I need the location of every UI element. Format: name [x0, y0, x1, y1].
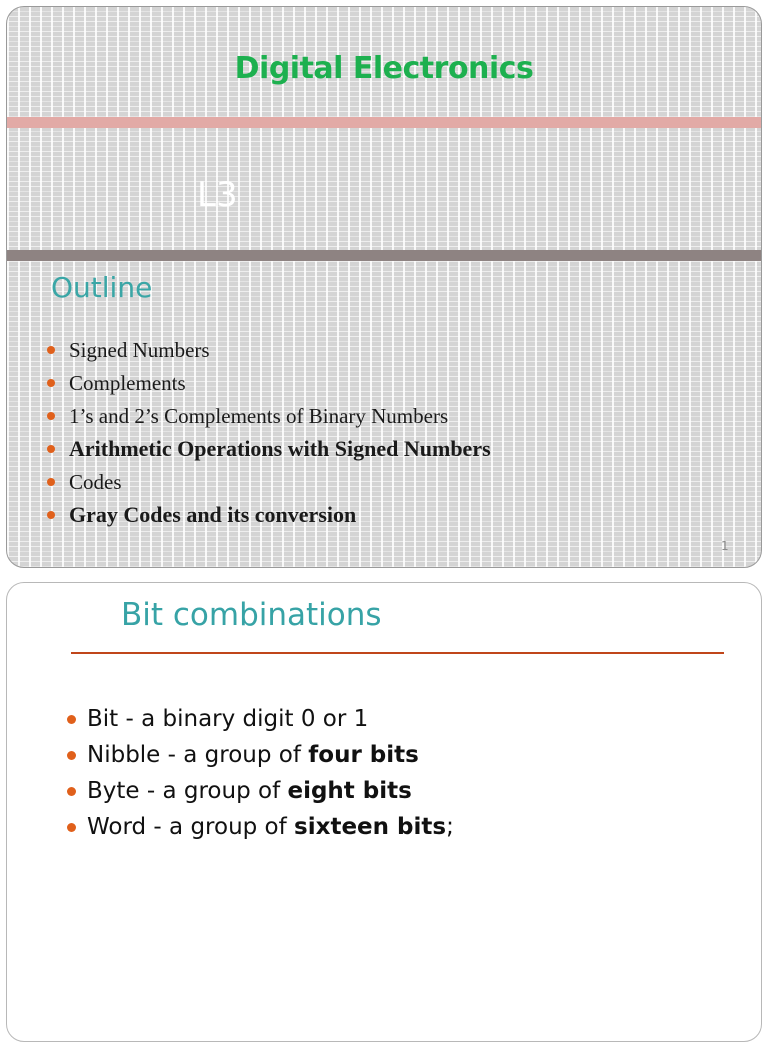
bullet-icon: [47, 511, 55, 519]
list-item: [67, 809, 454, 845]
bullet-icon: [67, 823, 76, 832]
list-item-text: Complements: [69, 370, 186, 395]
list-item-text: 1’s and 2’s Complements of Binary Numbers: [69, 403, 449, 428]
item-text: Word - a group of: [87, 814, 295, 840]
list-item: [67, 701, 454, 737]
item-emphasis: four bits: [308, 742, 419, 768]
item-text: Byte - a group of: [87, 778, 288, 804]
slide-1: [6, 6, 762, 568]
list-item: [47, 432, 491, 465]
bullet-icon: [67, 751, 76, 760]
item-text: Nibble - a group of: [87, 742, 309, 768]
slide-subtitle: L3: [197, 175, 238, 215]
outline-list: [47, 333, 491, 531]
list-item: [47, 366, 491, 399]
bullet-icon: [47, 445, 55, 453]
subtitle-band: [7, 250, 761, 261]
title-band: [7, 117, 761, 128]
slide-2: [6, 582, 762, 1042]
bullet-icon: [47, 346, 55, 354]
list-item: [47, 498, 491, 531]
item-emphasis: sixteen bits: [294, 814, 447, 840]
list-item: [67, 773, 454, 809]
item-emphasis: eight bits: [287, 778, 412, 804]
bullet-icon: [47, 412, 55, 420]
bullet-icon: [67, 715, 76, 724]
slide-title: Digital Electronics: [234, 51, 534, 86]
definition-list: [67, 701, 454, 845]
bullet-icon: [47, 478, 55, 486]
bullet-icon: [47, 379, 55, 387]
list-item-text: Codes: [69, 469, 122, 494]
list-item: [47, 333, 491, 366]
title-rule: [71, 652, 724, 654]
list-item: [47, 465, 491, 498]
list-item: [47, 399, 491, 432]
slide-title: Bit combinations: [121, 597, 382, 633]
bullet-icon: [67, 787, 76, 796]
page-number: 1: [721, 539, 729, 553]
list-item-text: Gray Codes and its conversion: [69, 501, 357, 527]
list-item-text: Arithmetic Operations with Signed Numbers: [69, 435, 491, 461]
outline-heading: Outline: [51, 271, 153, 304]
item-text: Bit - a binary digit 0 or 1: [87, 706, 369, 732]
list-item: [67, 737, 454, 773]
item-suffix: ;: [446, 814, 454, 840]
list-item-text: Signed Numbers: [69, 337, 210, 362]
